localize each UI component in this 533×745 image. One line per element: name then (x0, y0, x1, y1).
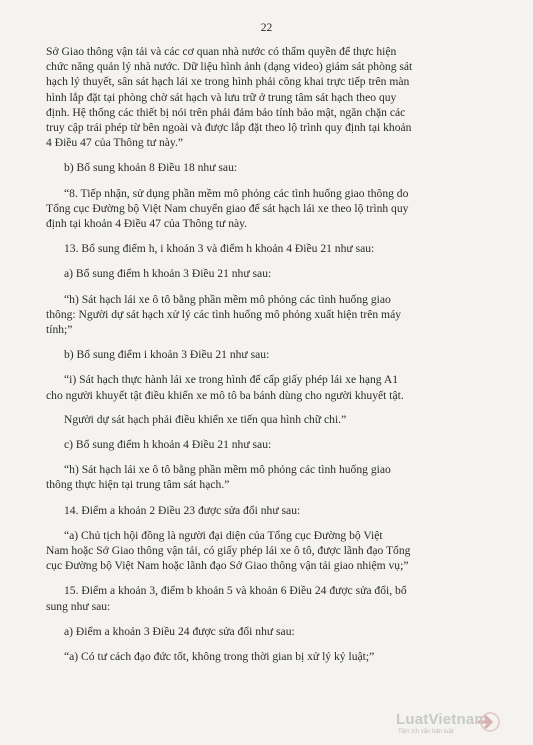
section-heading: 14. Điểm a khoản 2 Điều 23 được sửa đổi như sau: (64, 503, 301, 517)
paragraph-line: định. Hệ thống các thiết bị nói trên phải đảm bảo tính bảo mật, ngăn chặn các (46, 105, 406, 119)
paragraph-line: hình lắp đặt tại phòng chờ sát hạch và lưu trữ ở trung tâm sát hạch theo quy (46, 90, 397, 104)
paragraph-line: định tại khoản 4 Điều 47 của Thông tư này. (46, 217, 248, 231)
paragraph-line: Sở Giao thông vận tải và các cơ quan nhà nước có thẩm quyền để thực hiện (46, 45, 397, 58)
section-heading: c) Bổ sung điểm h khoản 4 Điều 21 như sau: (64, 438, 272, 452)
paragraph-line: truy cập trái phép từ bên ngoài và được lắp đặt theo lộ trình quy định tại khoản (46, 121, 412, 135)
section-heading: b) Bổ sung khoản 8 Điều 18 như sau: (64, 161, 238, 175)
paragraph-line: cục Đường bộ Việt Nam hoặc lãnh đạo Sở Giao thông vận tải giao nhiệm vụ;” (46, 559, 409, 573)
paragraph-line: cho người khuyết tật điều khiển xe mô tô ba bánh dùng cho người khuyết tật. (46, 388, 404, 402)
paragraph-line: thông: Người dự sát hạch xử lý các tình huống mô phỏng xuất hiện trên máy (46, 307, 402, 321)
paragraph-line: chức năng quản lý nhà nước. Dữ liệu hình ảnh (dạng video) giám sát phòng sát (46, 60, 413, 74)
paragraph-line: Nam hoặc Sở Giao thông vận tải, có giấy phép lái xe ô tô, được lãnh đạo Tổng (46, 544, 411, 558)
section-heading: a) Bổ sung điểm h khoản 3 Điều 21 như sau: (64, 267, 272, 281)
section-heading: 13. Bổ sung điểm h, i khoản 3 và điểm h khoản 4 Điều 21 như sau: (64, 242, 375, 256)
paragraph-line: “i) Sát hạch thực hành lái xe trong hình để cấp giấy phép lái xe hạng A1 (64, 373, 399, 387)
paragraph-line: “a) Chủ tịch hội đồng là người đại diện của Tổng cục Đường bộ Việt (64, 528, 383, 542)
document-body (46, 44, 492, 664)
paragraph-line: “h) Sát hạch lái xe ô tô bằng phần mềm mô phỏng các tình huống giao (64, 463, 391, 477)
paragraph-line: “a) Có tư cách đạo đức tốt, không trong thời gian bị xử lý kỷ luật;” (64, 650, 375, 664)
section-heading: 15. Điểm a khoản 3, điểm b khoản 5 và khoản 6 Điều 24 được sửa đổi, bổ (64, 584, 407, 598)
paragraph-line: sung như sau: (46, 599, 111, 613)
watermark-tagline: Tiện ích văn bản luật (398, 729, 454, 735)
section-heading: a) Điểm a khoản 3 Điều 24 được sửa đổi như sau: (64, 624, 295, 638)
paragraph-line: “h) Sát hạch lái xe ô tô bằng phần mềm mô phỏng các tình huống giao (64, 292, 391, 306)
watermark-brand: LuatVietnam (396, 711, 488, 728)
paragraph-line: Tổng cục Đường bộ Việt Nam chuyển giao để sát hạch lái xe theo lộ trình quy (46, 201, 409, 215)
paragraph-line: thông thực hiện tại trung tâm sát hạch.” (46, 478, 230, 492)
arrow-icon (476, 711, 500, 733)
paragraph-line: “8. Tiếp nhận, sử dụng phần mềm mô phỏng các tình huống giao thông do (64, 186, 409, 200)
paragraph-line: 4 Điều 47 của Thông tư này.” (46, 136, 184, 150)
paragraph-line: Người dự sát hạch phải điều khiển xe tiến qua hình chữ chi.” (64, 412, 347, 426)
section-heading: b) Bổ sung điểm i khoản 3 Điều 21 như sau: (64, 348, 270, 362)
watermark-logo (396, 711, 506, 739)
paragraph-line: hạch lý thuyết, sân sát hạch lái xe trong hình phải công khai trực tiếp trên màn (46, 75, 410, 89)
paragraph-line: tính;” (46, 323, 73, 337)
page-number: 22 (260, 22, 273, 34)
